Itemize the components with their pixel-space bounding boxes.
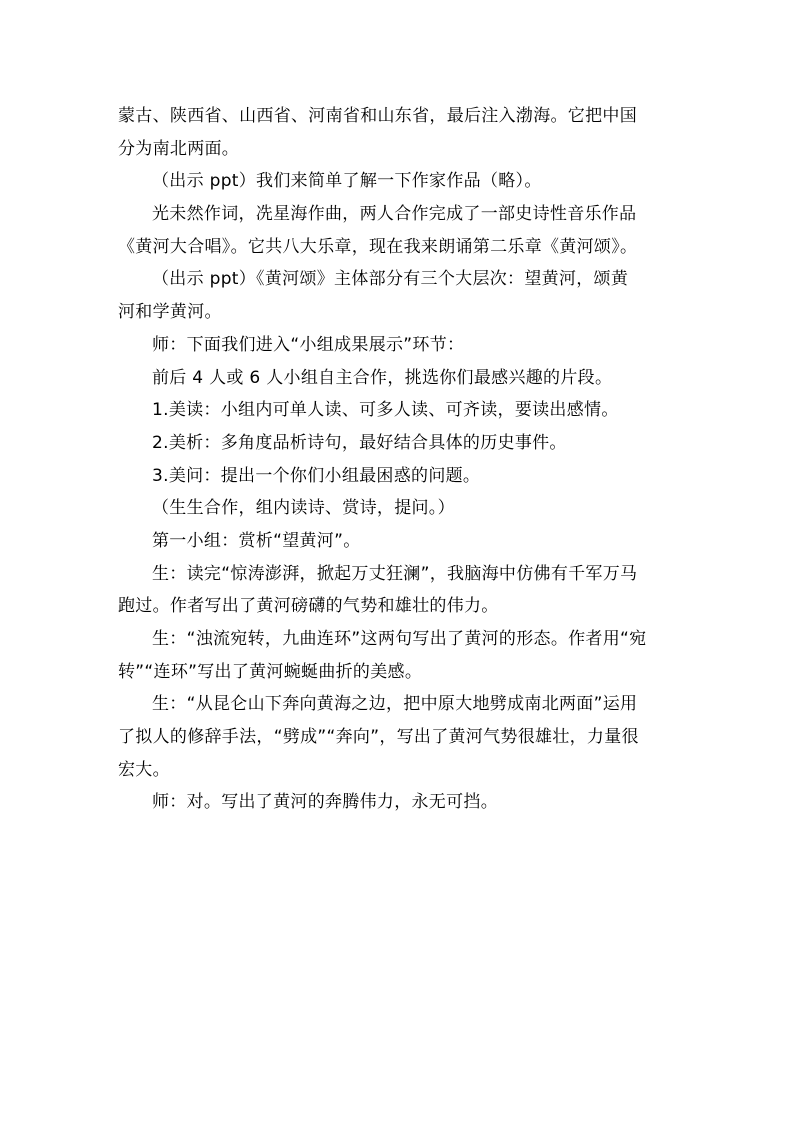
text-line: 师：下面我们进入“小组成果展示”环节： bbox=[152, 334, 465, 355]
text-line: 光未然作词，冼星海作曲，两人合作完成了一部史诗性音乐作品 bbox=[152, 204, 637, 225]
text-line: 宏大。 bbox=[118, 759, 170, 780]
text-line: 1.美读：小组内可单人读、可多人读、可齐读，要读出感情。 bbox=[152, 400, 619, 421]
text-line: 蒙古、陕西省、山西省、河南省和山东省，最后注入渤海。它把中国 bbox=[118, 106, 637, 126]
text-line: 生：读完“惊涛澎湃，掀起万丈狂澜”，我脑海中仿佛有千军万马 bbox=[152, 563, 638, 584]
text-line: 转”“连环”写出了黄河蜿蜒曲折的美感。 bbox=[118, 661, 423, 682]
text-line: 跑过。作者写出了黄河磅礴的气势和雄壮的伟力。 bbox=[118, 596, 499, 617]
document-body bbox=[118, 100, 698, 819]
text-line: 《黄河大合唱》。它共八大乐章，现在我来朗诵第二乐章《黄河颂》。 bbox=[118, 236, 638, 257]
text-line: 生：“从昆仑山下奔向黄海之边，把中原大地劈成南北两面”运用 bbox=[152, 694, 638, 715]
text-line: 师：对。写出了黄河的奔腾伟力，永无可挡。 bbox=[152, 792, 498, 813]
text-line: 河和学黄河。 bbox=[118, 302, 222, 323]
text-line: （出示 ppt）《黄河颂》主体部分有三个大层次：望黄河，颂黄 bbox=[152, 269, 629, 290]
text-line: 分为南北两面。 bbox=[118, 138, 240, 159]
text-line: （出示 ppt）我们来简单了解一下作家作品（略）。 bbox=[152, 171, 542, 192]
text-line: 生：“浊流宛转，九曲连环”这两句写出了黄河的形态。作者用“宛 bbox=[152, 629, 647, 649]
text-line: 2.美析：多角度品析诗句，最好结合具体的历史事件。 bbox=[152, 432, 567, 453]
text-line: 第一小组：赏析“望黄河”。 bbox=[152, 530, 361, 551]
text-line: 了拟人的修辞手法，“劈成”“奔向”，写出了黄河气势很雄壮，力量很 bbox=[118, 727, 639, 748]
text-line: 3.美问：提出一个你们小组最困惑的问题。 bbox=[152, 465, 481, 486]
text-line: （生生合作，组内读诗、赏诗，提问。） bbox=[152, 498, 455, 519]
text-line: 前后 4 人或 6 人小组自主合作，挑选你们最感兴趣的片段。 bbox=[152, 367, 613, 388]
